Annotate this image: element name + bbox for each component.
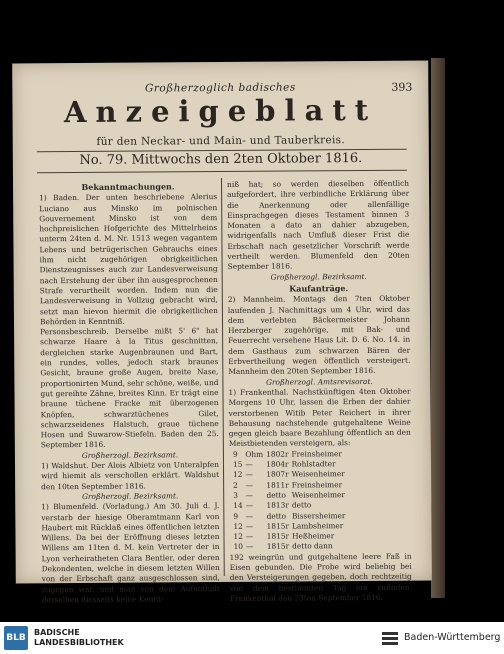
wine-cell: 1804r [266,459,289,469]
wine-cell: Weisenheimer [291,490,345,500]
wine-cell: Ohm [245,449,264,459]
signature: Großherzogl. Bezirksamt. [270,271,367,282]
notice-waldshut: 1) Waldshut. Der Alois Albietz von Unteralpfen wird hiemit als verschollen erklärt. Waldshut den 10ten September 1816. [40,460,220,491]
wine-cell: 12 [233,470,243,480]
wine-cell: 1815r [266,531,290,541]
blb-logo[interactable]: BLB [4,626,28,650]
signature: Großherzogl. Amtsrevisorat. [266,376,373,387]
wine-cell: Heßheimer [292,531,335,541]
library-line-2: LANDESBIBLIOTHEK [34,638,124,647]
wine-cell: 1807r [266,469,289,480]
section-heading-sales: Kaufanträge. [289,283,349,294]
signature: Großherzogl. Bezirksamt. [82,491,179,501]
wine-cell: 12 [233,531,243,542]
wine-row [233,511,348,522]
wine-cell: 15 [232,459,243,469]
wine-cell: detto [266,490,286,500]
page-number: 393 [391,80,413,94]
wine-cell: — [245,470,253,480]
left-column [39,180,220,605]
notice-blumenfeld-cont: niß hat; so werden dieselben öffentlich aufgefordert, ihre verbindliche Erklärung über die Anerkennung oder allenfällige Einsprachgegen dieses Testament binnen 3 Monaten a dato an dahier abzugeben, widrigenfalls nach Umfluß dieser Frist die Erbschaft nach gesetzlicher Vorschrift werde vertheilt werden. Blumenfeld den 20ten September 1816. [227,178,410,272]
wine-cell: Rohlstadter [291,459,336,469]
newspaper-page [12,61,432,605]
wine-cell: 9 [233,511,239,521]
library-name[interactable] [34,628,124,648]
signature: Großherzogl. Bezirksamt. [81,450,179,460]
wine-cell: — [245,511,254,521]
wine-cell: 2 [233,480,238,490]
wine-cell: — [245,500,254,511]
wine-row [234,542,349,553]
notice-description: Personsbeschreib. Derselbe mißt 5' 6" hat schwarze Haare à la Titus geschnitten, dergleichen starke Augenbraunen und Bart, ein rundes, volles, jedoch stark braunes Gesicht, braune große Augen, breite Nase, proportionirten Mund, sehr schöne, weiße, und gut gereihte Zähne, breites Kinn. Er trägt eine braune tüchene Fracke mit überzogenen Knöpfen, schwarztüchenes Gilet, schwarzseidenes Halstuch, graue tüchene Hosen und Suwarow-Stiefeln. Baden den 25. September 1816. [40,326,219,450]
wine-cell: — [245,521,254,531]
wine-cell: Freinsheimer [291,479,343,490]
wine-row [233,469,348,480]
wine-cell: 14 [233,501,243,511]
notice-blumenfeld: 1) Blumenfeld. (Vorladung.) Am 30. Juli d. J. verstarb der hiesige Oberamtmann Karl von Haubert mit Rücklaß eines öffentlichen letzten Willens. Da bei der Eröffnung dieses letzten Willens am 11ten d. M. kein Vertreter der in Lyon verheiratheten Clara Bentler, oder deren Dekondenten, welche in diesem letzten Willen von der Erbschaft ganz ausgeschlossen sind, zugegen war, und man von dem Aufenthalt derselben diesseits keine Kennt- [41,501,220,605]
wine-cell: Freinsheimer [291,448,342,459]
wine-cell: detto dann [292,541,333,551]
wine-cell: Lambsheimer [291,520,344,531]
wine-cell: 1802r [266,449,289,459]
book-edge [431,58,445,598]
wine-cell: 12 [233,521,243,531]
wine-cell: detto [266,511,287,521]
header-rule-bottom [37,170,407,174]
wine-cell: 1811r [266,480,289,490]
masthead-subtitle: für den Neckar- und Main- und Tauberkreis. [96,134,346,148]
library-line-1: BADISCHE [34,628,80,637]
wine-cell: 1813r [266,500,289,510]
wine-cell: — [245,480,253,490]
wine-row [233,490,348,501]
section-heading-announcements: Bekanntmachungen. [81,181,175,192]
header-top-line: Großherzoglich badisches [144,81,296,95]
wine-cell: Weisenheimer [291,469,345,479]
notice-frankenthal-cont: 192 weingrün und gutgehaltene leere Faß in Eisen gebunden. Die Probe wird beliebig bei den Versteigerungen gegeben, doch rechtzeitig von dem bestimmten Tag ein zufinden. Frankenthal den 23ten September 1816. [229,551,412,603]
wine-cell: — [245,459,253,469]
wine-cell: — [245,531,254,541]
wine-cell: 3 [233,490,238,500]
issue-line: No. 79. Mittwochs den 2ten Oktober 1816. [79,151,363,168]
wine-cell: Bissersheimer [291,510,346,521]
wine-cell: 10 [233,542,244,552]
wine-cell: — [245,542,254,552]
wine-row [233,480,348,491]
masthead-title: Anzeigeblatt [63,92,378,130]
notice-frankenthal: 1) Frankenthal. Nachstkünftigen 4ten Oktober Morgens 10 Uhr, lassen die Erben der dahier verstorbenen Witib Peter Reichert in ihrer Behausung nachstehende gutgehaltene Weine gegen gleich baare Bezahlung öffentlich an den Meistbietenden versteigern, als: [228,386,411,449]
column-divider [221,178,225,576]
coat-of-arms-icon [381,630,399,646]
wine-cell: — [245,490,254,500]
wine-cell: 9 [232,449,238,459]
notice-mannheim: 2) Mannheim. Montags den 7ten Oktober laufenden J. Nachmittags um 4 Uhr, wird das dem verlebten Bäckermeister Johann Herzberger zugehörige, mit Bak- und Feuerrecht versehene Haus Lit. D. 6. No. 14. in dem Gasthaus zum schwarzen Bären der Erbvertheilung wegen öffentlich versteigert. Mannheim den 20ten September 1816. [227,293,411,377]
wine-cell: 1815r [266,541,290,552]
wine-cell: 1815r [266,521,290,531]
right-column [227,179,412,604]
wine-cell: detto [291,500,312,510]
wine-list [233,449,349,553]
region-name[interactable]: Baden-Württemberg [404,632,501,643]
footer-bar [0,622,504,654]
notice-baden: 1) Baden. Der unten beschriebene Alerius Luciano aus Minsko im polnischen Gouvernement Minsko ist von dem hochpreislichen Hofgerichte des Mittelrheins unterm 24ten d. M. Nr. 1513 wegen vagantem Lebens und betrügerischen Gebrauchs eines ihm nicht zugehörigen obrigkeitlichen Dienstzeugnisses auch zur Landesverweisung nach Erstehung der über ihn ausgesprochenen Strafe verurtheilt worden. Indem nun die Landesverweisung in Vollzug gebracht wird, setzt man hievon hiermit die obrigkeitlichen Behörden in Kenntniß. [39,192,218,327]
